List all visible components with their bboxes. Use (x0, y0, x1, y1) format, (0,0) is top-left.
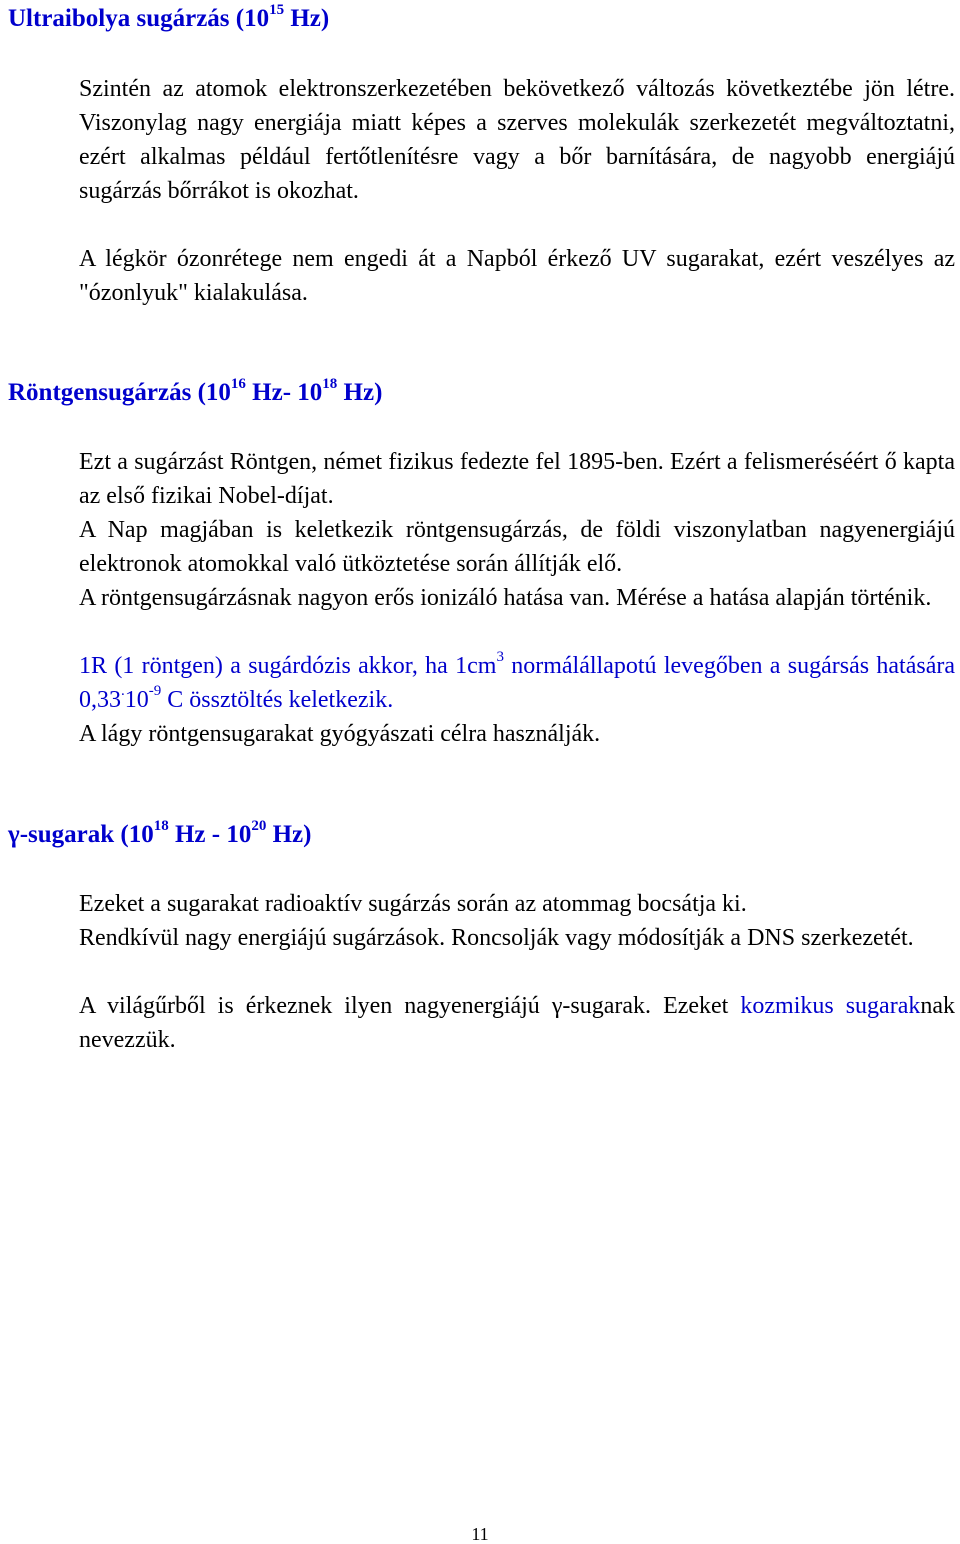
uv-paragraph-1: Szintén az atomok elektronszerkezetében bekövetkező változás következtébe jön létre. Viszonylag nagy energiája miatt képes a szerves molekulák szerkezetét megváltoztatni, ezért alkalmas például fertőtlenítésre vagy a bőr barnítására, de nagyobb energiájú sugárzás bőrrákot is okozhat. (79, 76, 955, 204)
uv-heading-unit: Hz) (284, 5, 330, 32)
cosmic-rays-sentence-end: nak nevezzük. (79, 993, 956, 1053)
xray-heading-text: Röntgensugárzás (10 (8, 379, 231, 406)
gamma-heading-unit: Hz) (266, 821, 312, 848)
xray-heading-exponent-2: 18 (322, 376, 338, 392)
gamma-heading-exponent-2: 20 (251, 818, 267, 834)
gamma-heading-exponent-1: 18 (153, 818, 169, 834)
xray-heading-unit: Hz) (337, 379, 383, 406)
gamma-heading-mid: Hz - 10 (168, 821, 252, 848)
xray-paragraph-2: A Nap magjában is keletkezik röntgensugárzás, de földi viszonylatban nagyenergiájú elektronok atomokkal való ütköztetése során állítják elő. (79, 517, 955, 577)
uv-heading (8, 4, 329, 34)
xray-heading-exponent-1: 16 (230, 376, 246, 392)
gamma-heading-text: γ-sugarak (10 (8, 821, 154, 848)
page-number: 11 (471, 1524, 489, 1544)
cm-exponent: 3 (496, 649, 504, 665)
gamma-paragraph-3 (79, 989, 955, 1057)
xray-paragraph-definition (79, 649, 955, 717)
xray-paragraph-5: A lágy röntgensugarakat gyógyászati célra használják. (79, 721, 601, 747)
xray-paragraph-3: A röntgensugárzásnak nagyon erős ionizáló hatása van. Mérése a hatása alapján történik. (79, 585, 932, 611)
charge-exponent: -9 (148, 683, 162, 699)
cosmic-rays-sentence-start: A világűrből is érkeznek ilyen nagyenergiájú γ-sugarak. Ezeket (79, 993, 741, 1019)
xray-paragraph-1: Ezt a sugárzást Röntgen, német fizikus fedezte fel 1895-ben. Ezért a felismeréséért ő kapta az első fizikai Nobel-díjat. (79, 449, 955, 509)
uv-heading-exponent: 15 (269, 2, 285, 18)
uv-paragraph-2: A légkör ózonrétege nem engedi át a Napból érkező UV sugarakat, ezért veszélyes az "ózonlyuk" kialakulása. (79, 246, 955, 306)
roentgen-definition-middle: normálállapotú levegőben a sugársás hatására 0,33 (79, 653, 955, 713)
roentgen-definition-end: C össztöltés keletkezik. (161, 687, 394, 713)
xray-heading (8, 378, 382, 408)
power-base: 10 (124, 687, 149, 713)
cosmic-rays-link[interactable]: kozmikus sugarak (740, 993, 921, 1019)
gamma-heading (8, 820, 311, 850)
uv-heading-text: Ultraibolya sugárzás (10 (8, 5, 270, 32)
multiplication-dot: . (121, 683, 125, 699)
xray-heading-mid: Hz- 10 (245, 379, 323, 406)
gamma-paragraph-2: Rendkívül nagy energiájú sugárzások. Roncsolják vagy módosítják a DNS szerkezetét. (79, 925, 914, 951)
roentgen-definition-start: 1R (1 röntgen) a sugárdózis akkor, ha 1cm (79, 653, 497, 679)
gamma-paragraph-1: Ezeket a sugarakat radioaktív sugárzás során az atommag bocsátja ki. (79, 891, 747, 917)
